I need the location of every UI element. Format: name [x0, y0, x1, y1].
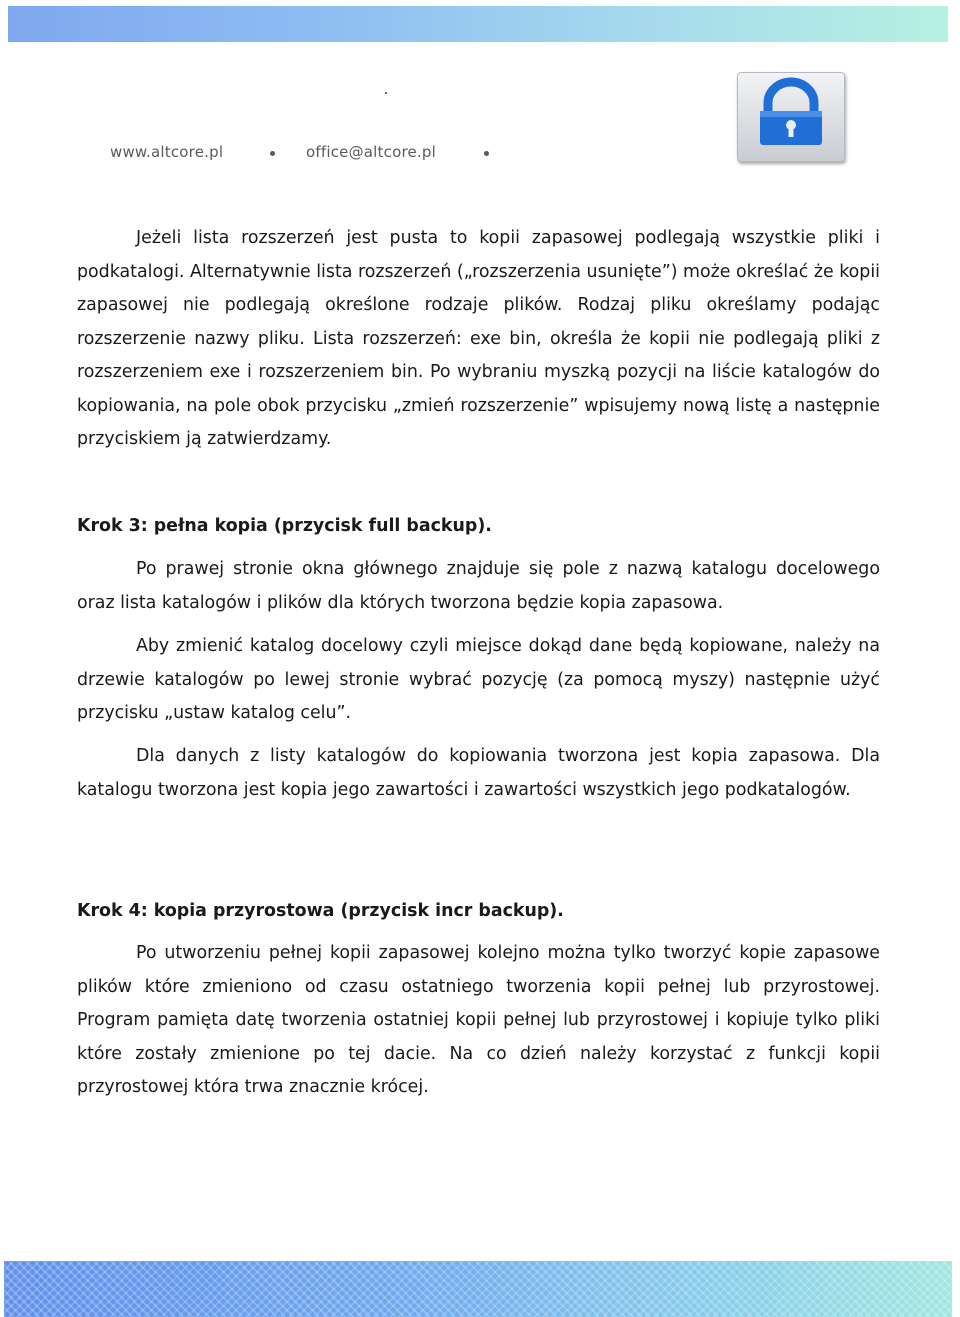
paragraph-extensions: Jeżeli lista rozszerzeń jest pusta to kopii zapasowej podlegają wszystkie pliki i podkatalogi. Alternatywnie lista rozszerzeń („rozszerzenia usunięte”) może określać że kopii zapasowej nie podlegają określone rodzaje plików. Rodzaj pliku określamy podając rozszerzenie nazwy pliku. Lista rozszerzeń: exe bin, określa że kopii nie podlegają pliki z rozszerzeniem exe i rozszerzeniem bin. Po wybraniu myszką pozycji na liście katalogów do kopiowania, na pole obok przycisku „zmień rozszerzenie” wpisujemy nową listę a następnie przyciskiem ją zatwierdzamy.: [77, 228, 880, 449]
decorative-dot: [385, 92, 387, 94]
paragraph-backup-list: Dla danych z listy katalogów do kopiowania tworzona jest kopia zapasowa. Dla katalogu tworzona jest kopia jego zawartości i zawartości wszystkich jego podkatalogów.: [77, 746, 880, 800]
paragraph-target-directory: Aby zmienić katalog docelowy czyli miejsce dokąd dane będą kopiowane, należy na drzewie katalogów po lewej stronie wybrać pozycję (za pomocą myszy) następnie użyć przycisku „ustaw katalog celu”.: [77, 636, 880, 723]
logo: [737, 72, 845, 162]
email-link[interactable]: office@altcore.pl: [306, 143, 436, 161]
separator-dot: [270, 151, 275, 156]
website-link[interactable]: www.altcore.pl: [110, 143, 224, 161]
footer-gradient-band: [4, 1261, 952, 1317]
heading-step-3: Krok 3: pełna kopia (przycisk full backup).: [77, 516, 492, 536]
paragraph-main-window: Po prawej stronie okna głównego znajduje się pole z nazwą katalogu docelowego oraz lista katalogów i plików dla których tworzona będzie kopia zapasowa.: [77, 559, 880, 613]
separator-dot: [484, 151, 489, 156]
header-gradient-band: [8, 6, 948, 42]
padlock-icon: [738, 73, 844, 161]
paragraph-incremental: Po utworzeniu pełnej kopii zapasowej kolejno można tylko tworzyć kopie zapasowe plików które zmieniono od czasu ostatniego tworzenia kopii pełnej lub przyrostowej. Program pamięta datę tworzenia ostatniej kopii pełnej lub przyrostowej i kopiuje tylko pliki które zostały zmienione po tej dacie. Na co dzień należy korzystać z funkcji kopii przyrostowej która trwa znacznie krócej.: [77, 943, 880, 1097]
heading-step-4: Krok 4: kopia przyrostowa (przycisk incr backup).: [77, 901, 564, 921]
